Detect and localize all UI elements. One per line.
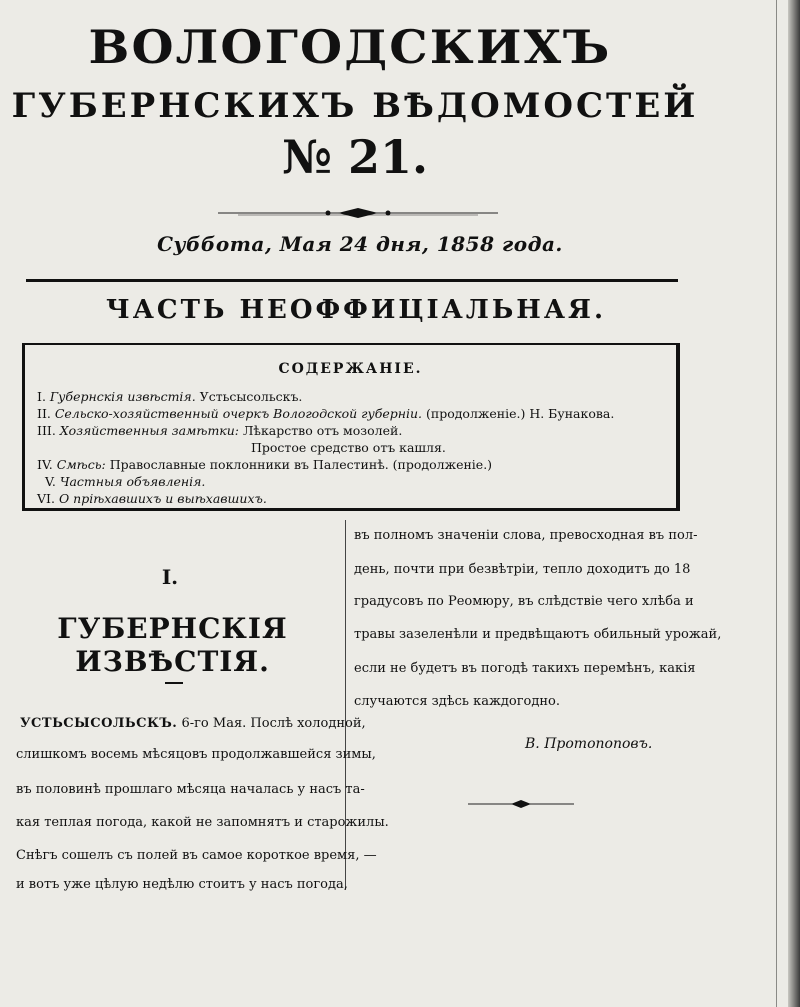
article-line: день, почти при безвѣтріи, тепло доходитъ до 18 (354, 562, 691, 577)
contents-item: V. Частныя объявленія. (45, 474, 206, 489)
section-title: ЧАСТЬ НЕОФФИЦІАЛЬНАЯ. (105, 295, 607, 325)
contents-heading: СОДЕРЖАНІЕ. (278, 361, 423, 377)
article-line: градусовъ по Реомюру, въ слѣдствіе чего хлѣба и (354, 594, 694, 609)
title-dash (165, 682, 183, 684)
article-line: слишкомъ восемь мѣсяцовъ продолжавшейся зимы, (16, 747, 376, 762)
page-edge-shadow (788, 0, 800, 1007)
contents-item: IV. Смѣсь: Православные поклонники въ Палестинѣ. (продолженіе.) (37, 457, 493, 472)
town-name: УСТЬСЫСОЛЬСКЪ. (20, 716, 178, 731)
masthead-title: ВОЛОГОДСКИХЪ (88, 20, 612, 74)
header-rule (26, 279, 678, 282)
article-line: въ полномъ значеніи слова, превосходная въ пол- (354, 528, 698, 543)
contents-item: Простое средство отъ кашля. (251, 440, 446, 455)
contents-box (22, 343, 680, 511)
article-line: кая теплая погода, какой не запомнятъ и старожилы. (16, 815, 389, 830)
contents-item: II. Сельско-хозяйственный очеркъ Вологодской губерніи. (продолженіе.) Н. Бунакова. (37, 406, 615, 421)
issue-number: № 21. (281, 130, 429, 184)
article-line: если не будетъ въ погодѣ такихъ перемѣнъ, какія (354, 661, 696, 676)
contents-item: VI. О пріѣхавшихъ и выѣхавшихъ. (37, 491, 267, 506)
ornamental-divider (218, 203, 498, 223)
contents-item: I. Губернскія извѣстія. Устьсысольскъ. (37, 389, 303, 404)
chapter-title: ГУБЕРНСКІЯ ИЗВѢСТІЯ. (57, 612, 288, 678)
article-line: въ половинѣ прошлаго мѣсяца началась у насъ та- (16, 782, 365, 797)
dateline: Суббота, Мая 24 дня, 1858 года. (157, 232, 563, 256)
chapter-number: I. (161, 565, 179, 589)
article-line: травы зазеленѣли и предвѣщаютъ обильный урожай, (354, 627, 722, 642)
page-edge-line (776, 0, 777, 1007)
closing-ornament (468, 798, 574, 810)
column-divider (345, 520, 346, 890)
article-line: и вотъ уже цѣлую недѣлю стоитъ у насъ погода, (16, 877, 348, 892)
article-line: случаются здѣсь каждогодно. (354, 694, 561, 709)
contents-item: III. Хозяйственныя замѣтки: Лѣкарство отъ мозолей. (37, 423, 403, 438)
signature: В. Протопоповъ. (525, 736, 653, 752)
masthead-subtitle: ГУБЕРНСКИХЪ ВѢДОМОСТЕЙ (11, 86, 699, 126)
article-line: Снѣгъ сошелъ съ полей въ самое короткое время, — (16, 848, 377, 863)
article-line: УСТЬСЫСОЛЬСКЪ. 6-го Мая. Послѣ холодной, (20, 716, 366, 731)
